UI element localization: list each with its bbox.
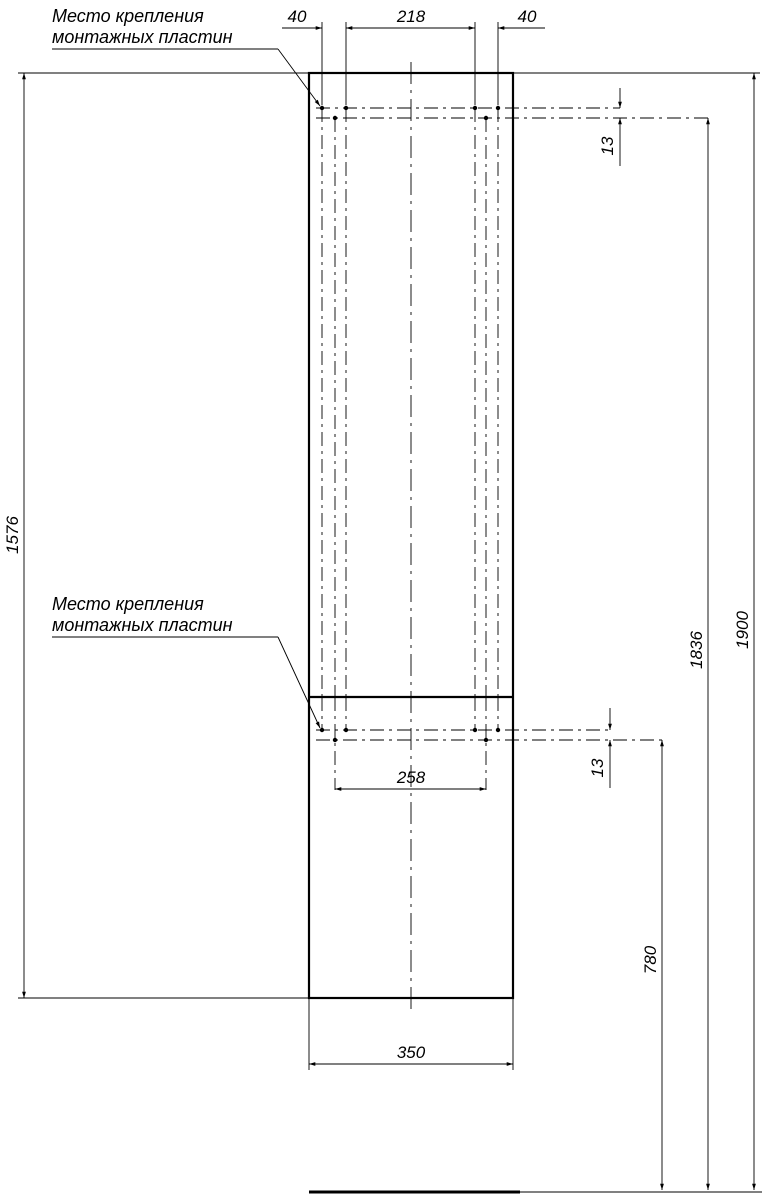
dim-top-right: 40 (517, 7, 537, 26)
mount-label-top-line2: монтажных пластин (52, 27, 233, 47)
left-height-dimension (3, 73, 309, 998)
mount-label-bottom-line2: монтажных пластин (52, 615, 233, 635)
dim-lower-plate: 258 (396, 768, 426, 787)
dim-height-mount: 1836 (687, 631, 706, 669)
dim-height-total: 1900 (733, 611, 752, 649)
dim-height-floor: 780 (641, 945, 660, 975)
mount-label-bottom-line1: Место крепления (52, 594, 204, 614)
dim-top-center: 218 (396, 7, 426, 26)
dim-upper-gap: 13 (598, 136, 617, 156)
mount-label-top-line1: Место крепления (52, 6, 204, 26)
mount-label-top (52, 6, 320, 106)
leader-bottom (278, 637, 320, 728)
total-height-dimension (513, 73, 760, 1190)
upper-gap-dimension (598, 88, 620, 166)
top-dimensions (282, 7, 545, 105)
lower-gap-dimension (588, 708, 610, 788)
dim-width: 350 (396, 1043, 426, 1062)
lower-plate-dimension (335, 768, 486, 789)
floor-height-dimension (641, 740, 662, 1190)
leader-top (278, 49, 320, 106)
mount-label-bottom (52, 594, 320, 728)
dim-lower-gap: 13 (588, 758, 607, 778)
mount-height-dimension (687, 118, 708, 1190)
dim-top-left: 40 (287, 7, 307, 26)
mount-points (320, 106, 500, 742)
dim-height-left: 1576 (3, 516, 22, 554)
